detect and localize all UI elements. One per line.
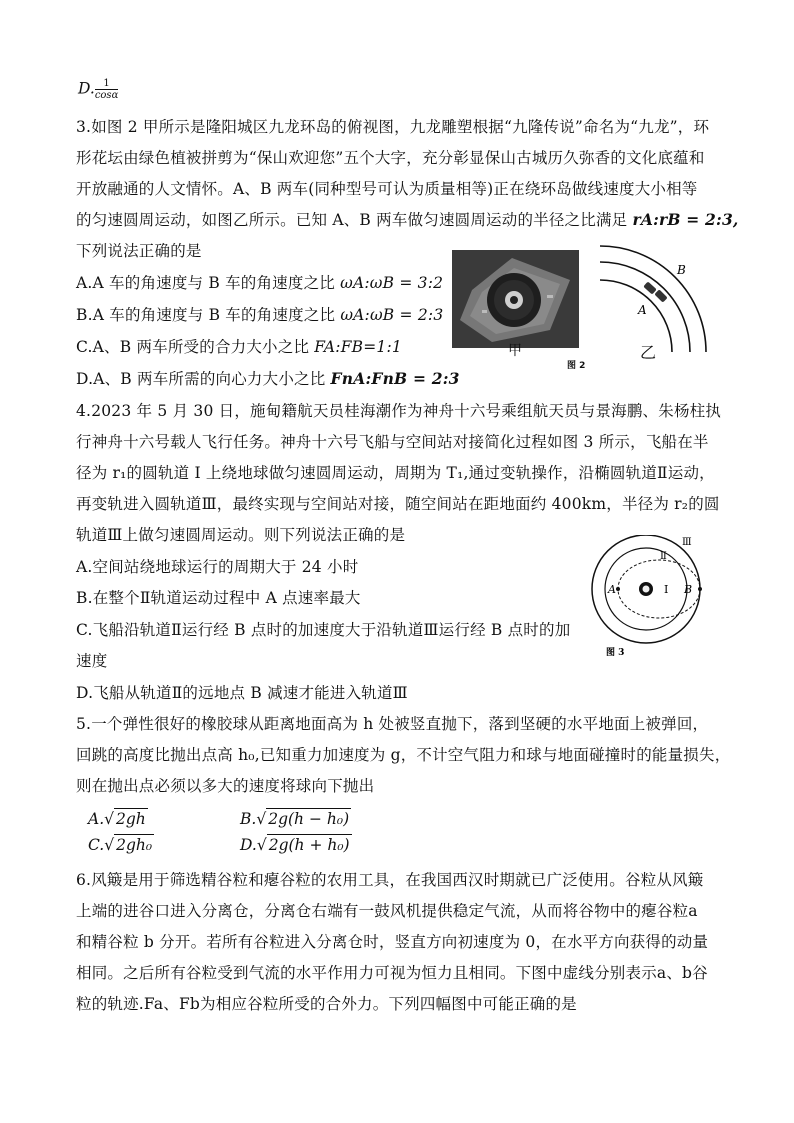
q6-line-1: 6.风簸是用于筛选精谷粒和瘪谷粒的农用工具，在我国西汉时期就已广泛使用。谷粒从风簸 [76,871,704,889]
fig3-point-a: A [608,583,616,596]
q4-option-a: A.空间站绕地球运行的周期大于 24 小时 [76,558,359,576]
q2-frac-den: cosα [94,90,119,101]
q5-option-c-letter: C. [88,836,105,854]
sqrt-icon: √ [256,836,267,854]
roundabout-photo-art [452,250,579,348]
q6-line-3: 和精谷粒 b 分开。若所有谷粒进入分离仓时，竖直方向初速度为 0，在水平方向获得的动量 [76,933,709,951]
q5-option-b-rad: 2g(h − h₀) [268,810,350,828]
q5-option-c [88,834,154,855]
q5-option-b-letter: B. [240,810,257,828]
q3-option-d [76,369,460,389]
q5-option-a [88,808,148,829]
q4-option-c-cont: 速度 [76,652,108,670]
q3-line-5: 下列说法正确的是 [76,242,202,260]
q3-option-b-math: ωA:ωB = 2:3 [340,306,444,324]
fig2-car-b-label: B [677,263,686,277]
q3-option-a-text: A.A 车的角速度与 B 车的角速度之比 [76,274,341,292]
q4-line-3: 径为 r₁的圆轨道 Ⅰ 上绕地球做匀速圆周运动，周期为 T₁,通过变轨操作，沿椭圆轨道Ⅱ运动， [76,464,715,482]
fig2-label-jia: 甲 [508,343,522,359]
fig3-orbit-diagram [586,535,706,660]
q5-option-a-rad: 2gh [116,810,146,828]
q5-line-1: 5.一个弹性很好的橡胶球从距离地面高为 h 处被竖直抛下，落到坚硬的水平地面上被弹回， [76,715,709,733]
q3-option-b [76,305,443,325]
fig2-caption: 图 2 [567,361,586,371]
q4-option-b: B.在整个Ⅱ轨道运动过程中 A 点速率最大 [76,589,361,607]
q5-option-a-letter: A. [88,810,105,828]
q5-line-2: 回跳的高度比抛出点高 h₀,已知重力加速度为 g，不计空气阻力和球与地面碰撞时的能量损失， [76,746,731,764]
q3-option-c-text: C.A、B 两车所受的合力大小之比 [76,338,315,356]
q4-line-5: 轨道Ⅲ上做匀速圆周运动。则下列说法正确的是 [76,526,406,544]
q4-option-c: C.飞船沿轨道Ⅱ运行经 B 点时的加速度大于沿轨道Ⅲ运行经 B 点时的加 [76,621,571,639]
fig3-point-b: B [684,583,693,596]
q3-line-4-text: 的匀速圆周运动，如图乙所示。已知 A、B 两车做匀速圆周运动的半径之比满足 [76,211,628,229]
q2-option-d [78,78,118,101]
sqrt-icon: √ [104,836,115,854]
fig3-caption: 图 3 [606,648,625,658]
q3-option-c [76,337,402,357]
fig3-orbit-1-label: I [664,583,669,596]
roundabout-photo [452,250,579,348]
q5-option-b [240,808,351,829]
sqrt-icon: √ [104,810,115,828]
fig3-orbit-3-label: Ⅲ [682,537,692,548]
q5-line-3: 则在抛出点必须以多大的速度将球向下抛出 [76,777,375,795]
q4-line-4: 再变轨进入圆轨道Ⅲ，最终实现与空间站对接，随空间站在距地面约 400km，半径为 r₂的圆 [76,495,720,513]
q2-frac-num: 1 [95,78,119,90]
q4-line-1: 4.2023 年 5 月 30 日，施甸籍航天员桂海潮作为神舟十六号乘组航天员与景海鹏、朱杨柱执 [76,402,722,420]
fig2-label-yi: 乙 [640,343,657,362]
q2-fraction [95,78,119,101]
q3-option-d-math: FnA:FnB = 2:3 [330,369,460,388]
q3-option-c-math: FA:FB=1:1 [314,338,402,356]
q3-line-3: 开放融通的人文情怀。A、B 两车(同种型号可认为质量相等)正在绕环岛做线速度大小相等 [76,180,698,198]
fig3-orbit-2-label: Ⅱ [660,551,667,562]
q6-line-4: 相同。之后所有谷粒受到气流的水平作用力可视为恒力且相同。下图中虚线分别表示a、b谷 [76,964,708,982]
q4-option-d: D.飞船从轨道Ⅱ的远地点 B 减速才能进入轨道Ⅲ [76,684,408,702]
q3-option-d-text: D.A、B 两车所需的向心力大小之比 [76,370,331,388]
sqrt-icon: √ [256,810,267,828]
q3-line-2: 形花坛由绿色植被拼剪为“保山欢迎您”五个大字，充分彰显保山古城历久弥香的文化底蕴和 [76,149,705,167]
q5-option-c-rad: 2gh₀ [116,836,153,854]
q5-option-d-letter: D. [240,836,257,854]
fig2-car-a-label: A [638,303,647,317]
q3-ratio: rA:rB = 2:3, [632,210,739,229]
q3-option-a-math: ωA:ωB = 3:2 [340,274,444,292]
q2-option-letter: D. [78,79,95,98]
q5-option-d [240,834,352,855]
q3-option-b-text: B.A 车的角速度与 B 车的角速度之比 [76,306,341,324]
q4-line-2: 行神舟十六号载人飞行任务。神舟十六号飞船与空间站对接简化过程如图 3 所示，飞船在半 [76,433,709,451]
q5-option-d-rad: 2g(h + h₀) [268,836,350,854]
q6-line-2: 上端的进谷口进入分离仓，分离仓右端有一鼓风机提供稳定气流，从而将谷物中的瘪谷粒a [76,902,698,920]
q3-option-a [76,273,443,293]
q6-line-5: 粒的轨迹.Fa、Fb为相应谷粒所受的合外力。下列四幅图中可能正确的是 [76,995,577,1013]
q3-line-4 [76,210,739,230]
q3-line-1: 3.如图 2 甲所示是隆阳城区九龙环岛的俯视图，九龙雕塑根据“九隆传说”命名为“九龙”，环 [76,118,710,136]
